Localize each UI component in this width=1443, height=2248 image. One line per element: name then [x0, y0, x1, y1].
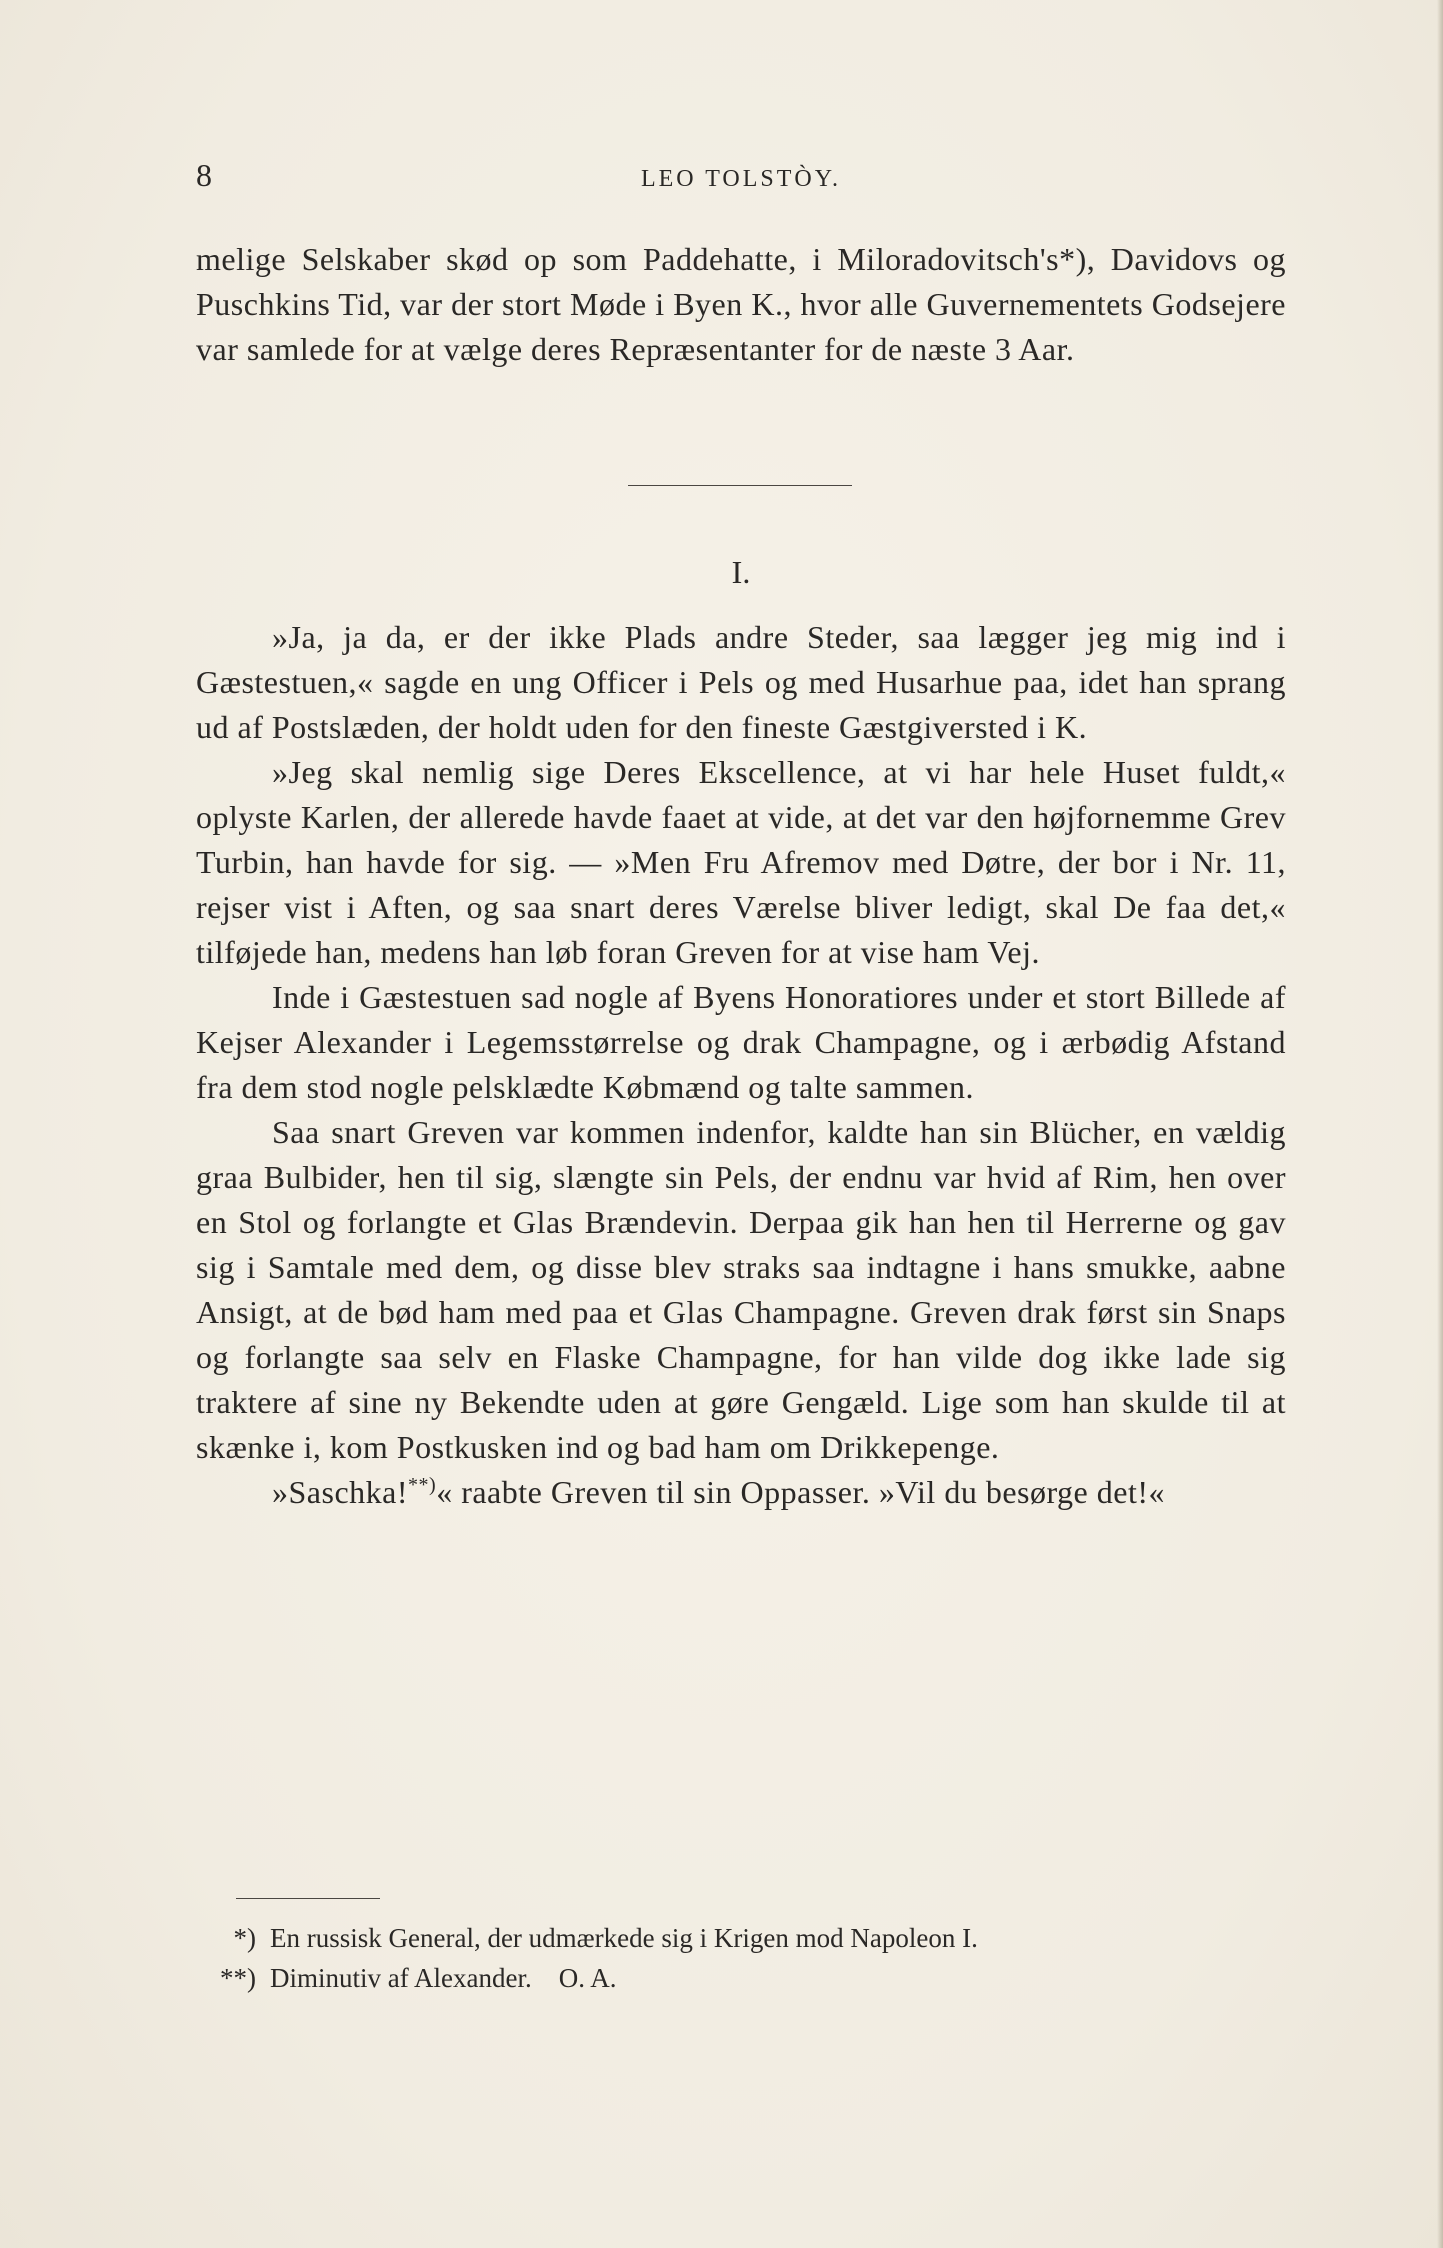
paragraph-4: Saa snart Greven var kommen indenfor, kaldte han sin Blücher, en vældig graa Bulbider, hen til sig, slængte sin Pels, der endnu var hvid af Rim, hen over en Stol og forlangte et Glas Brændevin. Derpaa gik han hen til Herrerne og gav sig i Samtale med dem, og disse blev straks saa indtagne i hans smukke, aabne Ansigt, at de bød ham med paa et Glas Champagne. Greven drak først sin Snaps og forlangte saa selv en Flaske Champagne, for han vilde dog ikke lade sig traktere af sine ny Bekendte uden at gøre Gengæld. Lige som han skulde til at skænke i, kom Postkusken ind og bad ham om Drikkepenge. — [196, 1114, 1286, 1465]
page-number: 8 — [196, 157, 212, 193]
paragraph-1: »Ja, ja da, er der ikke Plads andre Steder, saa lægger jeg mig ind i Gæstestuen,« sagde en ung Officer i Pels og med Husarhue paa, idet han sprang ud af Postslæden, der holdt uden for den fineste Gæstgiversted i K. — [196, 619, 1286, 745]
footnotes — [196, 1918, 1286, 1998]
footnote-2-text: Diminutiv af Alexander. O. A. — [270, 1963, 617, 1993]
intro-text-block — [196, 237, 1286, 372]
footnote-2 — [196, 1958, 1286, 1998]
footnote-rule — [236, 1898, 380, 1899]
footnote-1 — [196, 1918, 1286, 1958]
intro-paragraph: melige Selskaber skød op som Paddehatte, i Miloradovitsch's*), Davidovs og Puschkins Tid, var der stort Møde i Byen K., hvor alle Guvernementets Godsejere var samlede for at vælge deres Repræsentanter for de næste 3 Aar. — [196, 241, 1286, 367]
footnote-1-mark: *) — [233, 1923, 256, 1953]
footnote-1-text: En russisk General, der udmærkede sig i Krigen mod Napoleon I. — [270, 1923, 978, 1953]
paragraph-3: Inde i Gæstestuen sad nogle af Byens Honoratiores under et stort Billede af Kejser Alexander i Legemsstørrelse og drak Champagne, og i ærbødig Afstand fra dem stod nogle pelsklædte Købmænd og talte sammen. — [196, 979, 1286, 1105]
chapter-text-block — [196, 615, 1286, 1515]
paragraph-2: »Jeg skal nemlig sige Deres Ekscellence, at vi har hele Huset fuldt,« oplyste Karlen, der allerede havde faaet at vide, at det var den højfornemme Grev Turbin, han havde for sig. — »Men Fru Afremov med Døtre, der bor i Nr. 11, rejser vist i Aften, og saa snart deres Værelse bliver ledigt, skal De faa det,« tilføjede han, medens han løb foran Greven for at vise ham Vej. — [196, 754, 1286, 970]
paragraph-5 — [196, 1470, 1286, 1515]
page-header — [196, 155, 1286, 195]
paragraph-5-end: « raabte Greven til sin Oppasser. »Vil du besørge det!« — [436, 1474, 1165, 1510]
page-edge-shadow — [1437, 0, 1443, 2248]
section-divider — [628, 485, 852, 486]
paragraph-5-start: »Saschka! — [272, 1474, 409, 1510]
footnote-2-mark: **) — [220, 1963, 256, 1993]
section-number: I. — [731, 554, 751, 590]
footnote-reference: **) — [408, 1474, 437, 1496]
running-head: LEO TOLSTÒY. — [640, 166, 841, 192]
